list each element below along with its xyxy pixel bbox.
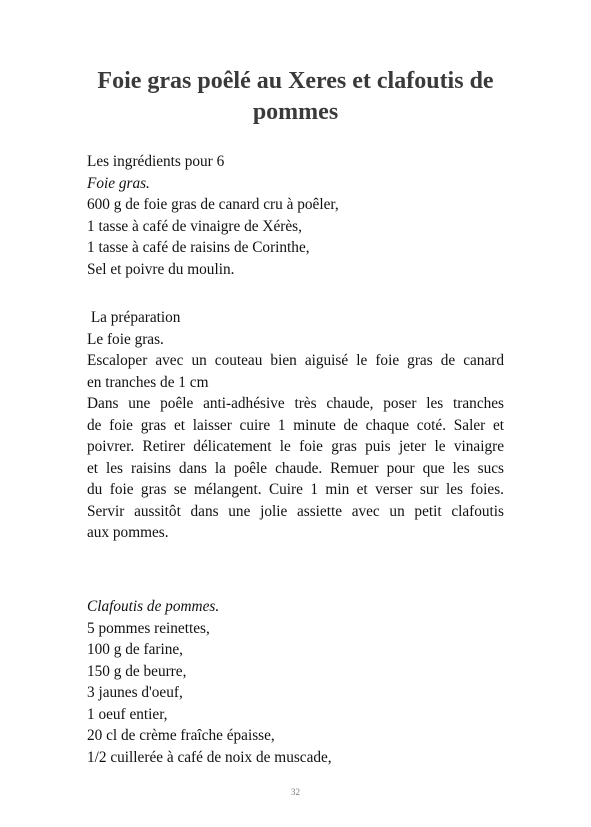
- clafoutis-item: 150 g de beurre,: [87, 662, 187, 680]
- preparation-line: du foie gras se mélangent. Cuire 1 min et verser sur les foies.: [87, 481, 504, 498]
- clafoutis-item: 100 g de farine,: [87, 641, 183, 658]
- page-number: 32: [291, 787, 300, 797]
- preparation-section: [87, 307, 504, 544]
- ingredient-item: 1 tasse à café de vinaigre de Xérès,: [87, 217, 302, 235]
- preparation-line: en tranches de 1 cm: [87, 373, 209, 391]
- preparation-subheading: Le foie gras.: [87, 330, 164, 348]
- recipe-title: Foie gras poêlé au Xeres et clafoutis de pommes: [97, 68, 494, 125]
- clafoutis-subheading: Clafoutis de pommes.: [87, 598, 220, 615]
- preparation-line: Servir aussitôt dans une jolie assiette avec un petit clafoutis: [87, 502, 504, 520]
- preparation-line: Dans une poêle anti-adhésive très chaude, poser les tranches: [87, 395, 504, 412]
- preparation-heading: La préparation: [87, 309, 181, 326]
- preparation-line: de foie gras et laisser cuire 1 minute de chaque coté. Saler et: [87, 416, 504, 434]
- clafoutis-item: 5 pommes reinettes,: [87, 619, 210, 637]
- clafoutis-item: 1 oeuf entier,: [87, 705, 168, 723]
- ingredients-section: [87, 151, 504, 280]
- foie-gras-subheading: Foie gras.: [87, 174, 150, 192]
- clafoutis-item: 3 jaunes d'oeuf,: [87, 684, 183, 701]
- ingredients-heading: Les ingrédients pour 6: [87, 153, 225, 170]
- preparation-line: aux pommes.: [87, 524, 169, 541]
- clafoutis-section: [87, 596, 504, 768]
- preparation-line: poivrer. Retirer délicatement le foie gras puis jeter le vinaigre: [87, 438, 504, 455]
- ingredient-item: Sel et poivre du moulin.: [87, 260, 235, 278]
- ingredient-item: 1 tasse à café de raisins de Corinthe,: [87, 239, 310, 256]
- preparation-line: et les raisins dans la poêle chaude. Remuer pour que les sucs: [87, 459, 504, 477]
- preparation-line: Escaloper avec un couteau bien aiguisé le foie gras de canard: [87, 352, 504, 369]
- ingredient-item: 600 g de foie gras de canard cru à poêler,: [87, 196, 339, 213]
- clafoutis-item: 20 cl de crème fraîche épaisse,: [87, 727, 275, 744]
- clafoutis-item: 1/2 cuillerée à café de noix de muscade,: [87, 748, 332, 766]
